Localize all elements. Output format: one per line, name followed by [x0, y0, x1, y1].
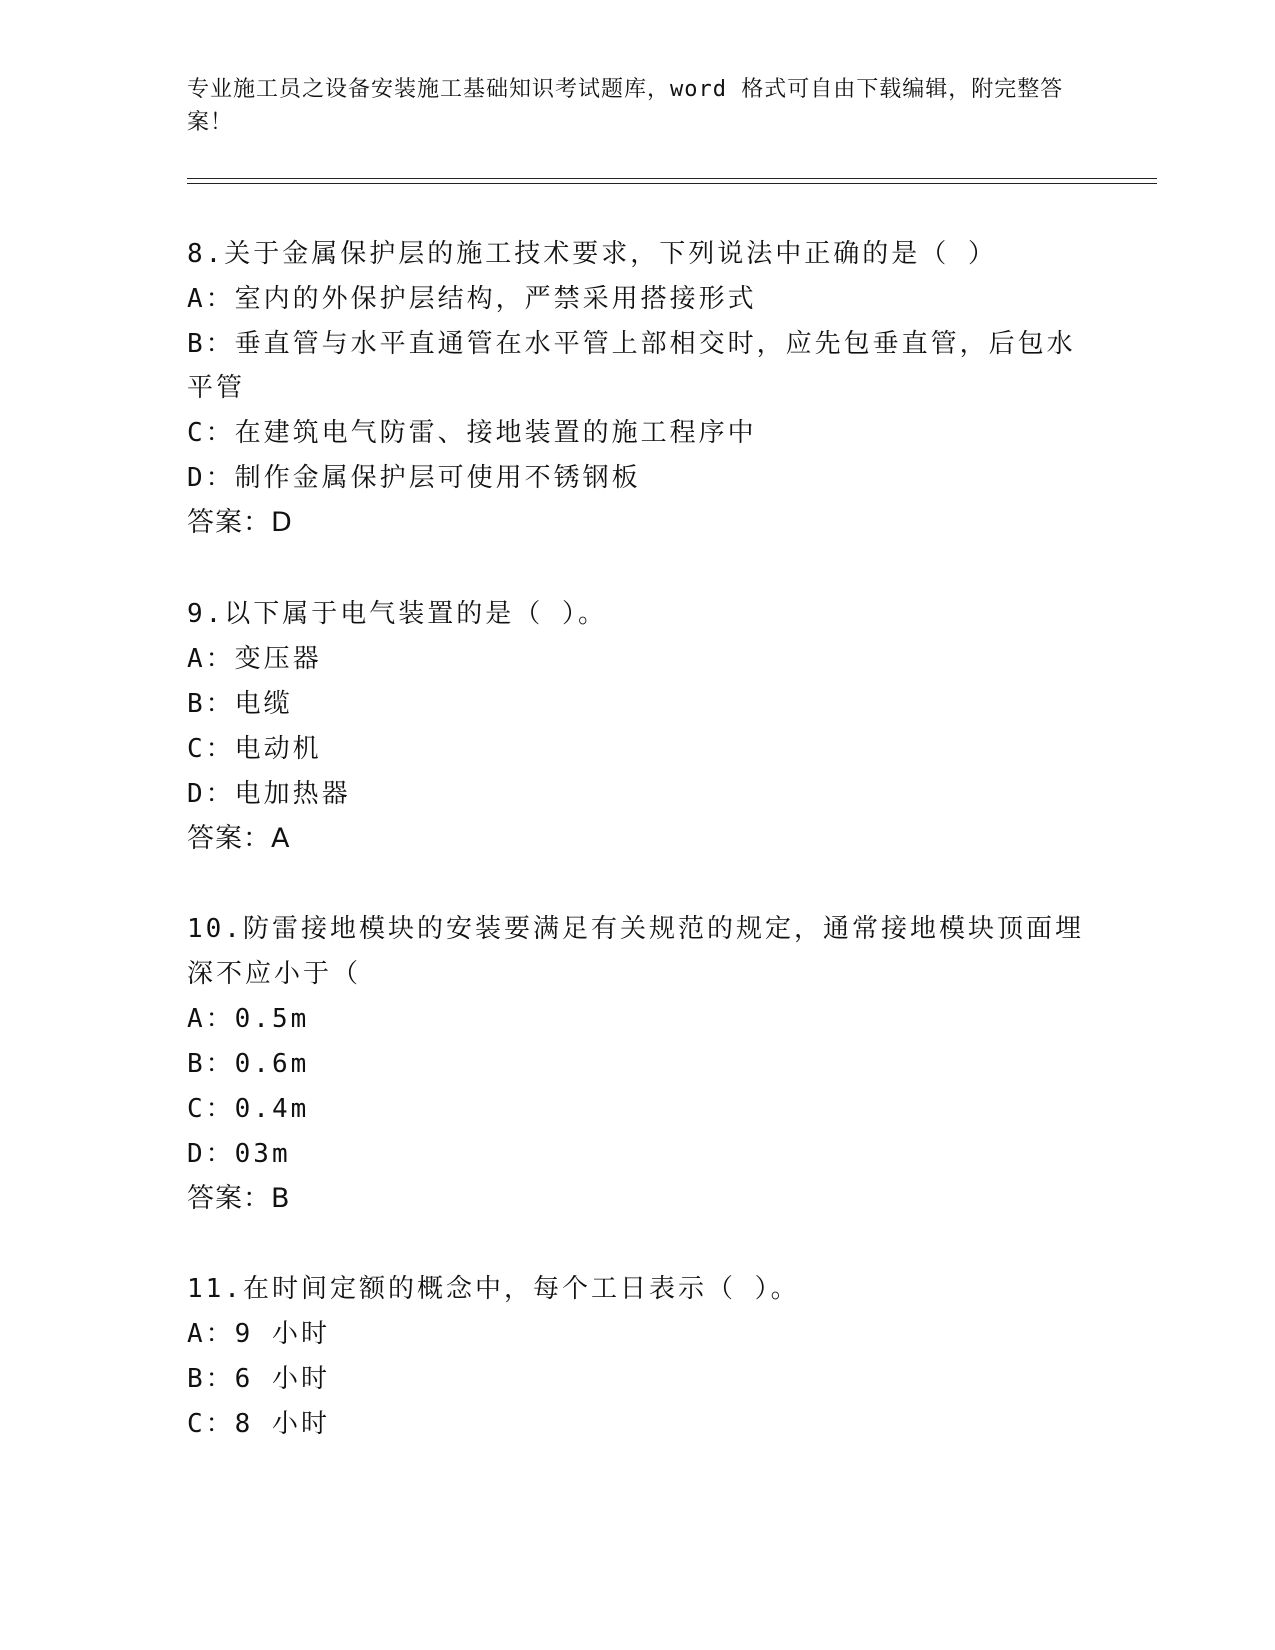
- question-11-stem: 11.在时间定额的概念中，每个工日表示（ ）。: [187, 1274, 800, 1304]
- question-8-option-a: A：室内的外保护层结构，严禁采用搭接形式: [187, 284, 757, 314]
- question-9-option-a: A：变压器: [187, 644, 322, 674]
- question-8-stem: 8.关于金属保护层的施工技术要求，下列说法中正确的是（ ）: [187, 239, 997, 269]
- question-9-answer: 答案：A: [187, 823, 291, 854]
- question-8-option-b: B：垂直管与水平直通管在水平管上部相交时，应先包垂直管，后包水: [187, 329, 1076, 359]
- question-10-stem: 10.防雷接地模块的安装要满足有关规范的规定，通常接地模块顶面埋: [187, 914, 1084, 944]
- question-9-stem: 9.以下属于电气装置的是（ ）。: [187, 599, 607, 629]
- question-10-option-b: B：0.6m: [187, 1049, 310, 1079]
- question-9-option-c: C：电动机: [187, 734, 322, 764]
- question-9-option-b: B：电缆: [187, 689, 293, 719]
- header-divider-bottom: [187, 183, 1157, 184]
- question-8-option-b-continued: 平管: [187, 373, 246, 403]
- question-11-option-a: A：9 小时: [187, 1319, 330, 1349]
- question-10-stem-continued: 深不应小于（: [187, 959, 362, 989]
- question-11-option-c: C：8 小时: [187, 1409, 330, 1439]
- document-header: 专业施工员之设备安装施工基础知识考试题库，word 格式可自由下载编辑，附完整答案！: [187, 77, 1064, 135]
- question-11-option-b: B：6 小时: [187, 1364, 330, 1394]
- question-10-option-c: C：0.4m: [187, 1094, 310, 1124]
- question-10-option-d: D：03m: [187, 1139, 291, 1169]
- question-10-answer: 答案：B: [187, 1183, 291, 1214]
- question-8-option-c: C：在建筑电气防雷、接地装置的施工程序中: [187, 418, 757, 448]
- question-9-option-d: D：电加热器: [187, 779, 351, 809]
- question-10-option-a: A：0.5m: [187, 1004, 310, 1034]
- question-8-answer: 答案：D: [187, 507, 293, 538]
- header-divider-top: [187, 178, 1157, 179]
- question-8-option-d: D：制作金属保护层可使用不锈钢板: [187, 463, 641, 493]
